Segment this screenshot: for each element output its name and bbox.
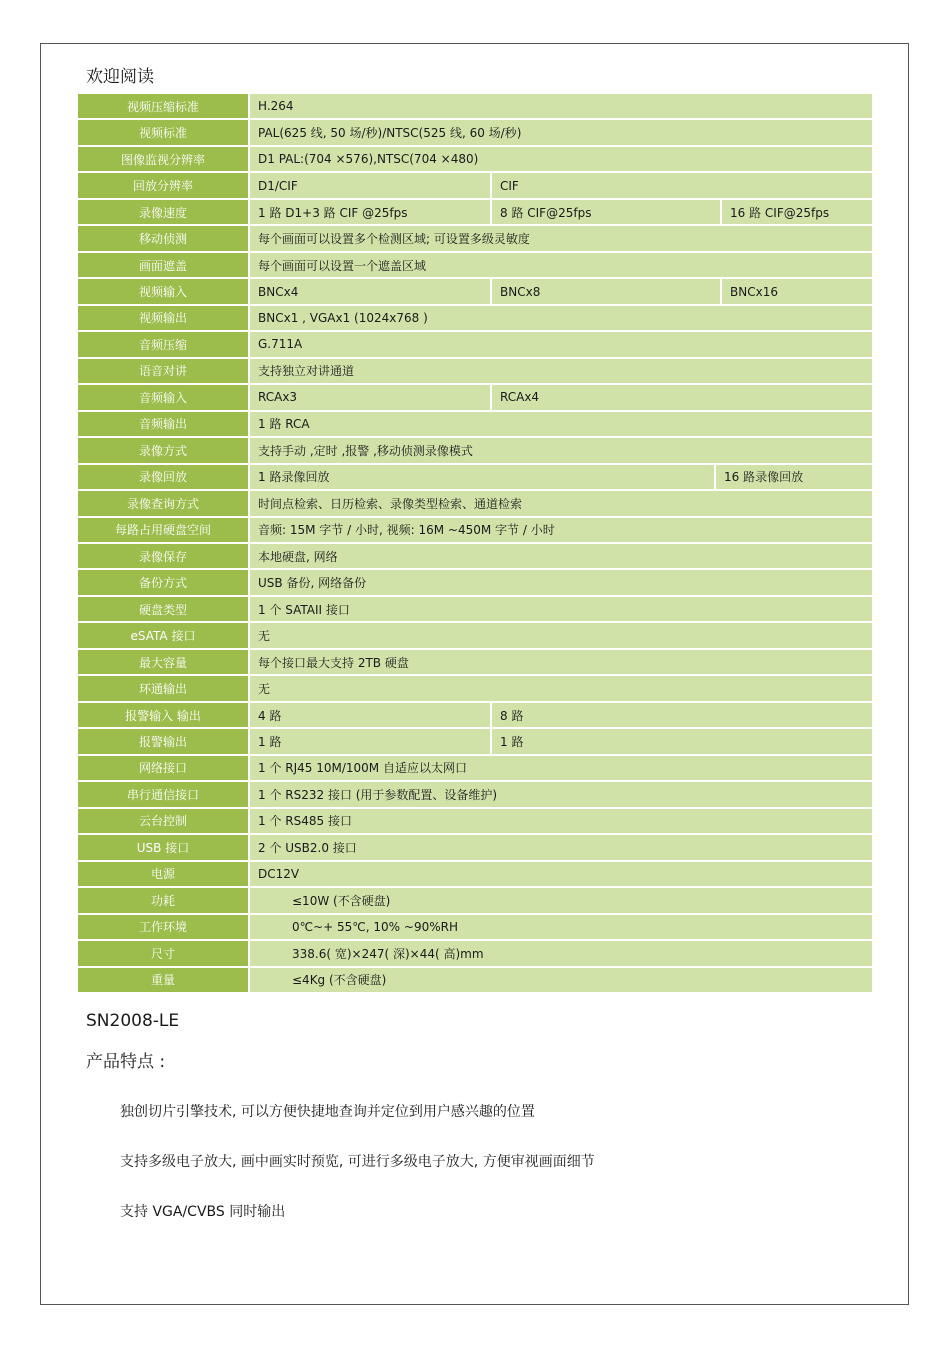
- spec-label: eSATA 接口: [78, 623, 248, 647]
- spec-row: [78, 332, 872, 358]
- spec-value: BNCx1 , VGAx1 (1024x768 ): [248, 306, 872, 330]
- spec-value: 1 路: [248, 729, 490, 753]
- spec-row: [78, 888, 872, 914]
- spec-label: 最大容量: [78, 650, 248, 674]
- spec-row: [78, 703, 872, 729]
- spec-row: [78, 835, 872, 861]
- spec-value: 支持手动 ,定时 ,报警 ,移动侦测录像模式: [248, 438, 872, 462]
- spec-value: 1 路录像回放: [248, 465, 714, 489]
- spec-value: 本地硬盘, 网络: [248, 544, 872, 568]
- spec-row: [78, 94, 872, 120]
- model-name: SN2008-LE: [86, 1011, 180, 1031]
- spec-label: USB 接口: [78, 835, 248, 859]
- feature-item: 独创切片引擎技术, 可以方便快捷地查询并定位到用户感兴趣的位置: [120, 1104, 535, 1120]
- spec-label: 音频输入: [78, 385, 248, 409]
- spec-row: [78, 226, 872, 252]
- spec-value: CIF: [490, 173, 872, 197]
- spec-label: 音频输出: [78, 412, 248, 436]
- spec-label: 尺寸: [78, 941, 248, 965]
- spec-value: PAL(625 线, 50 场/秒)/NTSC(525 线, 60 场/秒): [248, 120, 872, 144]
- spec-label: 视频输入: [78, 279, 248, 303]
- spec-row: [78, 968, 872, 994]
- spec-value: RCAx3: [248, 385, 490, 409]
- spec-value: D1/CIF: [248, 173, 490, 197]
- spec-value: 338.6( 宽)×247( 深)×44( 高)mm: [248, 941, 872, 965]
- feature-item: 支持 VGA/CVBS 同时输出: [120, 1204, 286, 1220]
- spec-row: [78, 570, 872, 596]
- spec-label: 语音对讲: [78, 359, 248, 383]
- spec-label: 环通输出: [78, 676, 248, 700]
- spec-row: [78, 412, 872, 438]
- spec-label: 回放分辨率: [78, 173, 248, 197]
- spec-value: 4 路: [248, 703, 490, 727]
- spec-value: D1 PAL:(704 ×576),NTSC(704 ×480): [248, 147, 872, 171]
- spec-label: 重量: [78, 968, 248, 992]
- spec-value: 无: [248, 676, 872, 700]
- spec-row: [78, 676, 872, 702]
- spec-value: 2 个 USB2.0 接口: [248, 835, 872, 859]
- spec-label: 录像保存: [78, 544, 248, 568]
- spec-label: 录像查询方式: [78, 491, 248, 515]
- spec-value: 1 个 SATAII 接口: [248, 597, 872, 621]
- spec-value: H.264: [248, 94, 872, 118]
- spec-row: [78, 756, 872, 782]
- spec-row: [78, 809, 872, 835]
- spec-row: [78, 729, 872, 755]
- spec-value: ≤10W (不含硬盘): [248, 888, 872, 912]
- spec-label: 视频标准: [78, 120, 248, 144]
- feature-item: 支持多级电子放大, 画中画实时预览, 可进行多级电子放大, 方便审视画面细节: [120, 1154, 595, 1170]
- spec-row: [78, 862, 872, 888]
- spec-value: 16 路录像回放: [714, 465, 872, 489]
- spec-row: [78, 359, 872, 385]
- features-title: 产品特点 :: [86, 1052, 166, 1072]
- spec-row: [78, 491, 872, 517]
- spec-value: RCAx4: [490, 385, 872, 409]
- spec-value: 每个画面可以设置一个遮盖区域: [248, 253, 872, 277]
- spec-value: 8 路: [490, 703, 872, 727]
- spec-row: [78, 465, 872, 491]
- spec-label: 画面遮盖: [78, 253, 248, 277]
- spec-label: 移动侦测: [78, 226, 248, 250]
- spec-value: 音频: 15M 字节 / 小时, 视频: 16M ~450M 字节 / 小时: [248, 518, 872, 542]
- spec-value: 每个接口最大支持 2TB 硬盘: [248, 650, 872, 674]
- spec-row: [78, 147, 872, 173]
- spec-label: 视频输出: [78, 306, 248, 330]
- spec-row: [78, 385, 872, 411]
- spec-row: [78, 438, 872, 464]
- spec-label: 录像方式: [78, 438, 248, 462]
- spec-row: [78, 544, 872, 570]
- spec-label: 云台控制: [78, 809, 248, 833]
- spec-row: [78, 782, 872, 808]
- spec-label: 音频压缩: [78, 332, 248, 356]
- spec-value: 1 个 RJ45 10M/100M 自适应以太网口: [248, 756, 872, 780]
- spec-label: 视频压缩标准: [78, 94, 248, 118]
- spec-row: [78, 306, 872, 332]
- spec-label: 报警输出: [78, 729, 248, 753]
- spec-row: [78, 597, 872, 623]
- spec-value: 每个画面可以设置多个检测区域; 可设置多级灵敏度: [248, 226, 872, 250]
- spec-row: [78, 173, 872, 199]
- spec-value: 1 路: [490, 729, 872, 753]
- spec-table: [78, 94, 872, 994]
- spec-label: 串行通信接口: [78, 782, 248, 806]
- spec-row: [78, 623, 872, 649]
- spec-value: DC12V: [248, 862, 872, 886]
- spec-row: [78, 253, 872, 279]
- spec-value: BNCx8: [490, 279, 720, 303]
- spec-value: 时间点检索、日历检索、录像类型检索、通道检索: [248, 491, 872, 515]
- spec-row: [78, 200, 872, 226]
- spec-label: 电源: [78, 862, 248, 886]
- spec-value: ≤4Kg (不含硬盘): [248, 968, 872, 992]
- spec-value: BNCx16: [720, 279, 872, 303]
- spec-value: 16 路 CIF@25fps: [720, 200, 872, 224]
- spec-label: 功耗: [78, 888, 248, 912]
- spec-row: [78, 941, 872, 967]
- spec-row: [78, 915, 872, 941]
- welcome-text: 欢迎阅读: [86, 67, 154, 87]
- spec-value: 1 个 RS232 接口 (用于参数配置、设备维护): [248, 782, 872, 806]
- spec-value: 支持独立对讲通道: [248, 359, 872, 383]
- spec-label: 工作环境: [78, 915, 248, 939]
- spec-value: 1 路 RCA: [248, 412, 872, 436]
- spec-value: 0℃~+ 55℃, 10% ~90%RH: [248, 915, 872, 939]
- spec-label: 每路占用硬盘空间: [78, 518, 248, 542]
- spec-label: 报警输入 输出: [78, 703, 248, 727]
- spec-value: 无: [248, 623, 872, 647]
- spec-value: BNCx4: [248, 279, 490, 303]
- spec-row: [78, 518, 872, 544]
- spec-row: [78, 650, 872, 676]
- spec-label: 网络接口: [78, 756, 248, 780]
- spec-label: 硬盘类型: [78, 597, 248, 621]
- spec-row: [78, 120, 872, 146]
- spec-label: 录像回放: [78, 465, 248, 489]
- spec-label: 备份方式: [78, 570, 248, 594]
- spec-label: 图像监视分辨率: [78, 147, 248, 171]
- spec-row: [78, 279, 872, 305]
- spec-value: USB 备份, 网络备份: [248, 570, 872, 594]
- spec-value: 1 个 RS485 接口: [248, 809, 872, 833]
- spec-value: 1 路 D1+3 路 CIF @25fps: [248, 200, 490, 224]
- spec-value: 8 路 CIF@25fps: [490, 200, 720, 224]
- spec-label: 录像速度: [78, 200, 248, 224]
- spec-value: G.711A: [248, 332, 872, 356]
